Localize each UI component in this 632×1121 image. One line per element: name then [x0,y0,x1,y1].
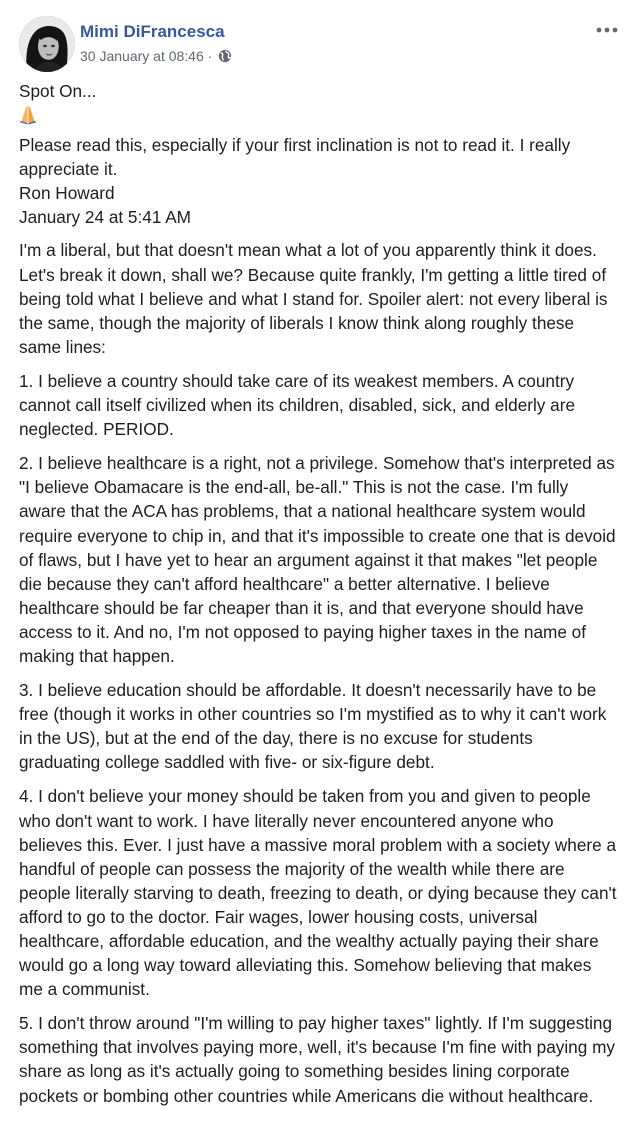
globe-icon[interactable] [218,49,232,63]
body-paragraph: 5. I don't throw around "I'm willing to pay higher taxes" lightly. If I'm suggesting something that involves paying more, well, it's because I'm fine with paying my share as long as it's actually going to something besides lining corporate pockets or bombing other countries while Americans die without healthcare. [19,1013,615,1106]
post-body [19,79,617,1118]
original-date[interactable]: January 24 at 5:41 AM [19,207,191,228]
more-options-icon[interactable] [595,20,619,40]
please-read-text: Please read this, especially if your first inclination is not to read it. I really appreciate it. [19,135,571,180]
meta-separator: · [207,48,213,64]
body-paragraph: I'm a liberal, but that doesn't mean what a lot of you apparently think it does. Let's break it down, shall we? Because quite frankly, I'm getting a little tired of being told what I believe and what I stand for. Spoiler alert: not every liberal is the same, though the majority of liberals I know think along roughly these same lines: [19,240,608,357]
post-intro: Spot On... [19,81,97,101]
body-paragraph: 2. I believe healthcare is a right, not a privilege. Somehow that's interpreted as "I believe Obamacare is the end-all, be-all." This is not the case. I'm fully aware that the ACA has problems, that a national healthcare system would require everyone to chip in, and that it's impossible to create one that is devoid of flaws, but I have yet to hear an argument against it that makes "let people die because they can't afford healthcare" a better alternative. I believe healthcare should be far cheaper than it is, and that everyone should have access to it. And no, I'm not opposed to paying higher taxes in the name of making that happen. [19,453,616,666]
folded-hands-emoji [19,105,37,125]
post-header [19,16,619,72]
avatar[interactable] [19,16,75,72]
post-meta [80,48,232,64]
post-timestamp[interactable]: 30 January at 08:46 [80,48,204,64]
author-name[interactable]: Mimi DiFrancesca [80,22,225,41]
body-paragraph: 3. I believe education should be affordable. It doesn't necessarily have to be free (though it works in other countries so I'm mystified as to why it can't work in the US), but at the end of the day, there is no excuse for students graduating college saddled with five- or six-figure debt. [19,680,607,773]
body-paragraph: 1. I believe a country should take care of its weakest members. A country cannot call itself civilized when its children, disabled, sick, and elderly are neglected. PERIOD. [19,370,576,440]
body-paragraph: 4. I don't believe your money should be taken from you and given to people who don't want to work. I have literally never encountered anyone who believes this. Ever. I just have a massive moral problem with a society where a handful of people can possess the majority of the wealth while there are people literally starving to death, freezing to death, or dying because they can't afford to go to the doctor. Fair wages, lower housing costs, universal healthcare, affordable education, and the wealthy actually paying their share would go a long way toward alleviating this. Somehow believing that makes me a communist. [19,786,617,1000]
original-author[interactable]: Ron Howard [19,183,115,204]
profile-photo [19,16,75,72]
